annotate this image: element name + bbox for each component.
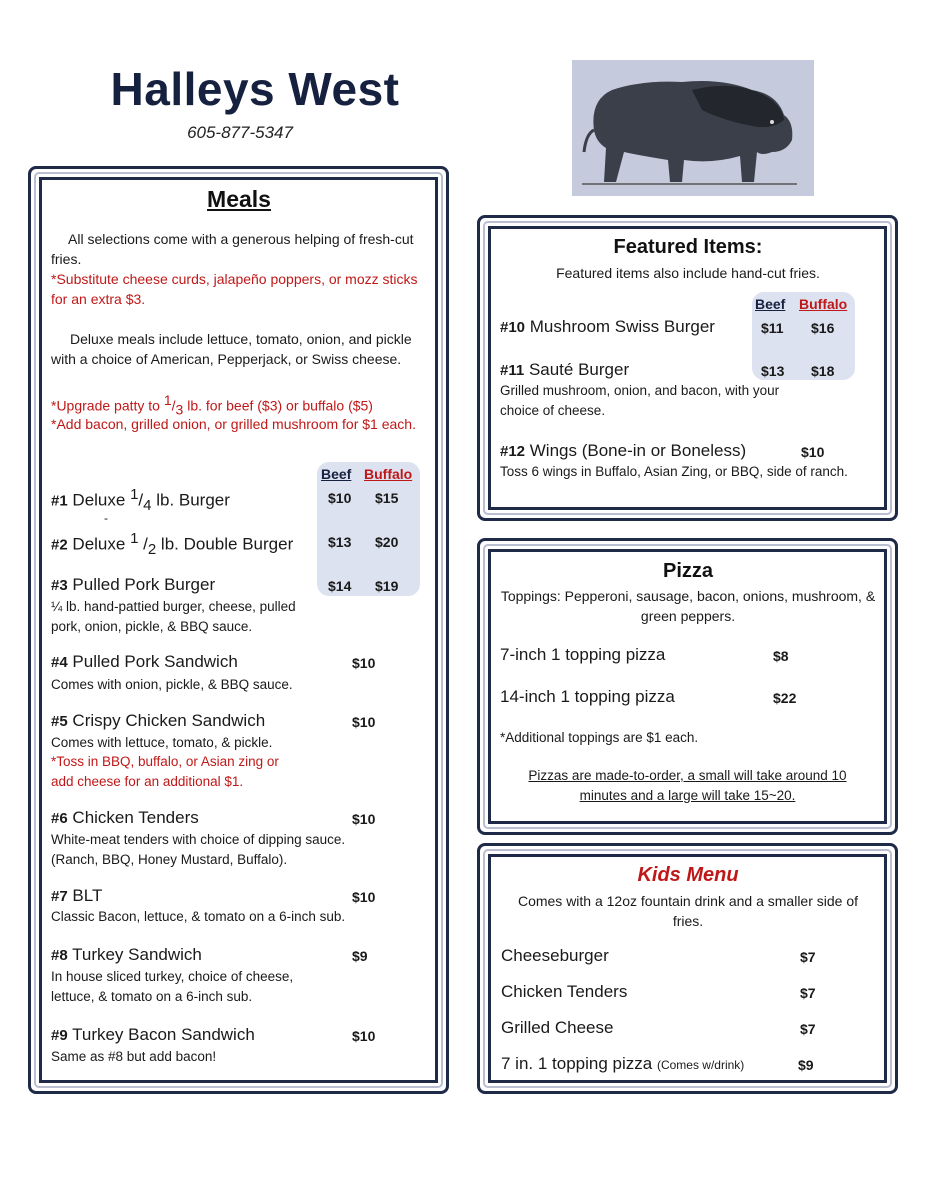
pizza-item-7inch: 7-inch 1 topping pizza (500, 645, 666, 664)
kids-intro: Comes with a 12oz fountain drink and a smaller side of fries. (517, 893, 859, 929)
kids-cheeseburger-price: $7 (800, 949, 816, 965)
meals-upgrade-note: *Upgrade patty to $^1/_3$ lb. for beef ($3) or buffalo ($5) (51, 392, 373, 418)
bison-icon (572, 60, 814, 196)
meals-heading: Meals (207, 186, 271, 212)
kids-heading: Kids Menu (637, 864, 739, 886)
meal-2-buffalo-price: $20 (375, 534, 399, 550)
featured-col-beef: Beef (755, 296, 786, 312)
restaurant-name: Halleys West (110, 63, 400, 115)
meal-3-beef-price: $14 (328, 578, 352, 594)
meal-2-beef-price: $13 (328, 534, 352, 550)
kids-pizza-price: $9 (798, 1057, 814, 1073)
meal-item-7: #7 BLT (51, 886, 103, 905)
phone-number: 605-877-5347 (187, 123, 293, 142)
meal-7-description: Classic Bacon, lettuce, & tomato on a 6-inch sub. (51, 909, 346, 924)
kids-grilled-cheese-price: $7 (800, 1021, 816, 1037)
meals-substitute-note: *Substitute cheese curds, jalapeño poppers, or mozz sticks for an extra $3. (51, 271, 418, 307)
featured-10-buffalo-price: $16 (811, 320, 835, 336)
featured-col-buffalo: Buffalo (799, 296, 848, 312)
meal-item-6: #6 Chicken Tenders (51, 808, 199, 827)
bison-illustration (572, 60, 814, 196)
kids-item-pizza: 7 in. 1 topping pizza (Comes w/drink) (501, 1054, 745, 1073)
meal-dash: - (104, 511, 108, 525)
featured-11-buffalo-price: $18 (811, 363, 835, 379)
kids-item-cheeseburger: Cheeseburger (501, 946, 609, 965)
meals-col-beef: Beef (321, 466, 352, 482)
meal-item-5: #5 Crispy Chicken Sandwich (51, 711, 266, 730)
featured-12-description: Toss 6 wings in Buffalo, Asian Zing, or BBQ, side of ranch. (500, 464, 848, 479)
meal-9-description: Same as #8 but add bacon! (51, 1049, 217, 1064)
meal-7-price: $10 (352, 889, 376, 905)
meal-item-4: #4 Pulled Pork Sandwich (51, 652, 238, 671)
meal-1-beef-price: $10 (328, 490, 352, 506)
meal-4-description: Comes with onion, pickle, & BBQ sauce. (51, 677, 293, 692)
kids-item-chicken-tenders: Chicken Tenders (501, 982, 628, 1001)
meal-5-description: Comes with lettuce, tomato, & pickle. (51, 735, 273, 750)
pizza-wait-note: Pizzas are made-to-order, a small will take around 10 minutes and a large will take 15~20. (528, 768, 847, 803)
featured-11-description: Grilled mushroom, onion, and bacon, with your choice of cheese. (500, 383, 780, 418)
meal-item-1: #1 Deluxe $^1/_4$ lb. Burger (51, 486, 230, 515)
featured-10-beef-price: $11 (761, 320, 784, 336)
featured-heading: Featured Items: (613, 236, 763, 258)
meal-3-description: ¼ lb. hand-pattied burger, cheese, pulled pork, onion, pickle, & BBQ sauce. (51, 599, 296, 634)
featured-item-12: #12 Wings (Bone-in or Boneless) (500, 441, 747, 460)
pizza-7inch-price: $8 (773, 648, 789, 664)
pizza-toppings: Toppings: Pepperoni, sausage, bacon, onions, mushroom, & green peppers. (500, 588, 876, 624)
featured-11-beef-price: $13 (761, 363, 785, 379)
meals-deluxe-note: Deluxe meals include lettuce, tomato, onion, and pickle with a choice of American, Pepperjack, or Swiss cheese. (51, 331, 412, 367)
meals-addon-note: *Add bacon, grilled onion, or grilled mushroom for $1 each. (51, 416, 416, 432)
meal-8-description: In house sliced turkey, choice of cheese, lettuce, & tomato on a 6-inch sub. (51, 969, 294, 1004)
meal-item-2: #2 Deluxe $^1$ $/_2$ lb. Double Burger (51, 530, 294, 559)
pizza-item-14inch: 14-inch 1 topping pizza (500, 687, 675, 706)
meals-price-highlight (317, 462, 420, 596)
meal-5-price: $10 (352, 714, 376, 730)
meal-6-description: White-meat tenders with choice of dipping sauce. (Ranch, BBQ, Honey Mustard, Buffalo). (51, 832, 346, 867)
meal-item-3: #3 Pulled Pork Burger (51, 575, 216, 594)
featured-12-price: $10 (801, 444, 825, 460)
pizza-heading: Pizza (662, 560, 714, 582)
featured-item-11: #11 Sauté Burger (500, 360, 630, 379)
meals-col-buffalo: Buffalo (364, 466, 413, 482)
meal-1-buffalo-price: $15 (375, 490, 399, 506)
pizza-extra-toppings: *Additional toppings are $1 each. (500, 730, 699, 745)
kids-item-grilled-cheese: Grilled Cheese (501, 1018, 614, 1037)
meals-intro: All selections come with a generous helping of fresh-cut fries. (51, 231, 414, 267)
meal-6-price: $10 (352, 811, 376, 827)
kids-chicken-tenders-price: $7 (800, 985, 816, 1001)
pizza-14inch-price: $22 (773, 690, 797, 706)
meal-item-9: #9 Turkey Bacon Sandwich (51, 1025, 255, 1044)
meal-5-toss-note: *Toss in BBQ, buffalo, or Asian zing or add cheese for an additional $1. (51, 754, 279, 789)
featured-intro: Featured items also include hand-cut fries. (556, 265, 820, 281)
meal-item-8: #8 Turkey Sandwich (51, 945, 202, 964)
meal-4-price: $10 (352, 655, 376, 671)
meal-8-price: $9 (352, 948, 368, 964)
featured-item-10: #10 Mushroom Swiss Burger (500, 317, 715, 336)
meal-3-buffalo-price: $19 (375, 578, 399, 594)
meal-9-price: $10 (352, 1028, 376, 1044)
